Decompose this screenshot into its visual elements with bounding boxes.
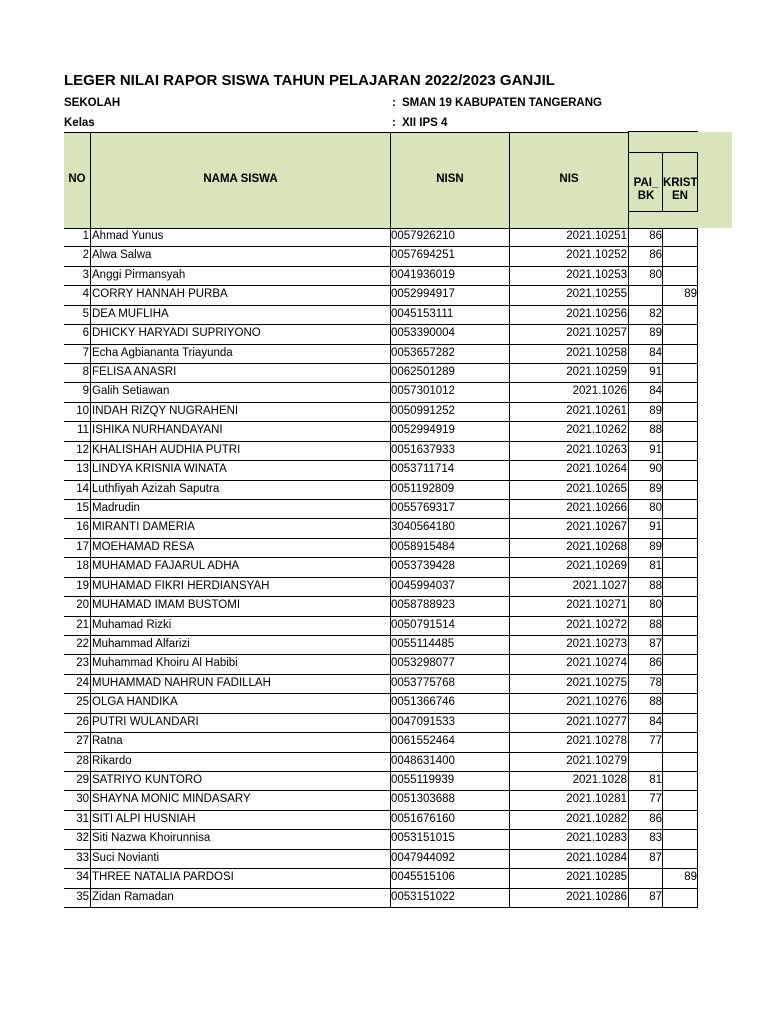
score-kristen bbox=[664, 324, 697, 343]
score-kristen bbox=[664, 635, 697, 654]
row-number: 7 bbox=[82, 346, 89, 359]
table-row bbox=[64, 382, 698, 402]
student-nis: 2021.10281 bbox=[566, 793, 627, 806]
row-number: 4 bbox=[82, 288, 89, 301]
student-name: THREE NATALIA PARDOSI bbox=[92, 871, 234, 884]
student-nisn: 0053390004 bbox=[391, 327, 455, 340]
table-row bbox=[64, 266, 698, 286]
row-number: 33 bbox=[76, 851, 89, 864]
student-name: Alwa Salwa bbox=[92, 249, 152, 262]
score-pai-bk: 77 bbox=[649, 735, 662, 748]
row-number: 27 bbox=[76, 735, 89, 748]
table-row bbox=[64, 732, 698, 752]
table-row bbox=[64, 888, 698, 908]
student-nisn: 0050791514 bbox=[391, 618, 455, 631]
student-name: SATRIYO KUNTORO bbox=[92, 774, 203, 787]
score-pai-bk: 89 bbox=[649, 482, 662, 495]
student-nis: 2021.10277 bbox=[566, 715, 627, 728]
student-name: KHALISHAH AUDHIA PUTRI bbox=[92, 443, 241, 456]
student-nisn: 0061552464 bbox=[391, 735, 455, 748]
score-pai-bk: 88 bbox=[649, 424, 662, 437]
student-nisn: 0045153111 bbox=[391, 307, 454, 320]
table-row bbox=[64, 285, 698, 305]
score-kristen bbox=[664, 499, 697, 518]
row-number: 12 bbox=[76, 443, 89, 456]
student-name: MIRANTI DAMERIA bbox=[92, 521, 195, 534]
header-nis: NIS bbox=[559, 173, 579, 185]
score-kristen bbox=[664, 654, 697, 673]
row-number: 11 bbox=[77, 424, 89, 437]
student-name: Zidan Ramadan bbox=[92, 890, 174, 903]
score-kristen: 89 bbox=[684, 288, 697, 301]
table-row bbox=[64, 829, 698, 849]
score-pai-bk: 84 bbox=[649, 346, 662, 359]
table-row bbox=[64, 538, 698, 558]
school-value: SMAN 19 KABUPATEN TANGERANG bbox=[402, 97, 602, 109]
row-number: 28 bbox=[76, 754, 89, 767]
student-nis: 2021.10253 bbox=[566, 268, 627, 281]
student-nisn: 0045515106 bbox=[391, 871, 455, 884]
row-number: 30 bbox=[76, 793, 89, 806]
student-name: Rikardo bbox=[92, 754, 132, 767]
score-kristen bbox=[664, 382, 697, 401]
student-nisn: 0055769317 bbox=[391, 502, 455, 515]
student-nisn: 0055119939 bbox=[391, 774, 455, 787]
student-nis: 2021.1028 bbox=[572, 774, 627, 787]
student-nisn: 0058915484 bbox=[391, 540, 455, 553]
student-name: MUHAMMAD NAHRUN FADILLAH bbox=[92, 676, 271, 689]
score-pai-bk: 86 bbox=[649, 657, 662, 670]
score-kristen bbox=[664, 771, 697, 790]
score-pai-bk: 87 bbox=[649, 890, 662, 903]
school-label: SEKOLAH bbox=[64, 97, 121, 109]
score-kristen bbox=[664, 227, 697, 246]
class-colon: : bbox=[392, 117, 396, 129]
student-nis: 2021.10251 bbox=[566, 230, 627, 242]
score-kristen bbox=[664, 693, 697, 712]
student-nisn: 0053775768 bbox=[391, 676, 455, 689]
student-nisn: 3040564180 bbox=[391, 521, 455, 534]
score-pai-bk: 91 bbox=[649, 443, 662, 456]
student-name: Suci Novianti bbox=[92, 851, 160, 864]
student-nis: 2021.10282 bbox=[566, 812, 627, 825]
student-nis: 2021.10283 bbox=[566, 832, 627, 845]
row-number: 32 bbox=[76, 832, 89, 845]
student-nisn: 0051637933 bbox=[391, 443, 455, 456]
row-number: 18 bbox=[76, 560, 89, 573]
score-kristen bbox=[664, 305, 697, 324]
student-nisn: 0053298077 bbox=[391, 657, 455, 670]
row-number: 19 bbox=[76, 579, 89, 592]
student-nis: 2021.10273 bbox=[566, 638, 627, 651]
row-number: 10 bbox=[76, 404, 89, 417]
student-name: Ahmad Yunus bbox=[92, 230, 164, 242]
row-number: 14 bbox=[76, 482, 89, 495]
student-name: INDAH RIZQY NUGRAHENI bbox=[92, 404, 239, 417]
student-nisn: 0057926210 bbox=[391, 230, 455, 242]
student-nis: 2021.10274 bbox=[566, 657, 627, 670]
score-pai-bk: 81 bbox=[649, 560, 662, 573]
table-row bbox=[64, 363, 698, 383]
score-kristen bbox=[664, 557, 697, 576]
score-kristen bbox=[664, 266, 697, 285]
table-row bbox=[64, 324, 698, 344]
table-row bbox=[64, 480, 698, 500]
student-nis: 2021.10267 bbox=[566, 521, 627, 534]
header-kristen-line1: KRIST bbox=[663, 177, 698, 189]
row-number: 5 bbox=[82, 307, 89, 320]
score-pai-bk bbox=[628, 285, 662, 304]
header-no: NO bbox=[68, 173, 86, 185]
student-nis: 2021.10272 bbox=[566, 618, 627, 631]
score-pai-bk: 80 bbox=[649, 268, 662, 281]
row-number: 13 bbox=[76, 463, 89, 476]
score-pai-bk: 83 bbox=[649, 832, 662, 845]
table-row bbox=[64, 227, 698, 247]
row-number: 1 bbox=[82, 230, 89, 242]
score-kristen bbox=[664, 732, 697, 751]
score-kristen bbox=[664, 460, 697, 479]
student-name: Galih Setiawan bbox=[92, 385, 170, 398]
row-number: 15 bbox=[76, 502, 89, 515]
score-kristen bbox=[664, 596, 697, 615]
score-pai-bk: 87 bbox=[649, 851, 662, 864]
score-pai-bk bbox=[628, 752, 662, 771]
table-row bbox=[64, 693, 698, 713]
student-name: LINDYA KRISNIA WINATA bbox=[92, 463, 227, 476]
student-name: Anggi Pirmansyah bbox=[92, 268, 186, 281]
student-nis: 2021.10265 bbox=[566, 482, 627, 495]
table-row bbox=[64, 518, 698, 538]
row-number: 29 bbox=[76, 774, 89, 787]
table-row bbox=[64, 752, 698, 772]
table-row bbox=[64, 305, 698, 325]
row-number: 17 bbox=[76, 540, 89, 553]
row-number: 35 bbox=[76, 890, 89, 903]
class-label: Kelas bbox=[64, 117, 95, 129]
score-kristen: 89 bbox=[684, 871, 697, 884]
table-row bbox=[64, 616, 698, 636]
row-number: 23 bbox=[76, 657, 89, 670]
page-title: LEGER NILAI RAPOR SISWA TAHUN PELAJARAN 2022/2023 GANJIL bbox=[64, 72, 555, 89]
score-pai-bk: 87 bbox=[649, 638, 662, 651]
row-number: 9 bbox=[82, 385, 89, 398]
table-row bbox=[64, 849, 698, 869]
student-nis: 2021.10275 bbox=[566, 676, 627, 689]
student-nis: 2021.10264 bbox=[566, 463, 627, 476]
student-name: DEA MUFLIHA bbox=[92, 307, 169, 320]
table-row bbox=[64, 441, 698, 461]
header-pai-line1: PAI_ bbox=[633, 177, 659, 189]
student-nis: 2021.1026 bbox=[572, 385, 627, 398]
header-pai-bk bbox=[629, 177, 663, 203]
score-pai-bk: 80 bbox=[649, 502, 662, 515]
table-row bbox=[64, 402, 698, 422]
student-nisn: 0062501289 bbox=[391, 366, 455, 378]
row-number: 6 bbox=[82, 327, 89, 340]
student-nisn: 0045994037 bbox=[391, 579, 455, 592]
table-row bbox=[64, 674, 698, 694]
student-name: Muhamad Rizki bbox=[92, 618, 172, 631]
student-nis: 2021.10269 bbox=[566, 560, 627, 573]
student-name: Muhammad Alfarizi bbox=[92, 638, 190, 651]
header-kristen-line2: EN bbox=[672, 190, 688, 202]
student-nisn: 0051192809 bbox=[391, 482, 455, 495]
table-row bbox=[64, 713, 698, 733]
student-name: Ratna bbox=[92, 735, 123, 748]
student-nis: 2021.10278 bbox=[566, 735, 627, 748]
student-name: DHICKY HARYADI SUPRIYONO bbox=[92, 327, 261, 340]
student-nis: 2021.10263 bbox=[566, 443, 627, 456]
table-row bbox=[64, 246, 698, 266]
score-kristen bbox=[664, 344, 697, 363]
student-name: Madrudin bbox=[92, 502, 140, 515]
student-nis: 2021.10279 bbox=[566, 754, 627, 767]
student-nisn: 0050991252 bbox=[391, 404, 455, 417]
table-row bbox=[64, 654, 698, 674]
student-name: PUTRI WULANDARI bbox=[92, 715, 199, 728]
student-nis: 2021.10262 bbox=[566, 424, 627, 437]
score-pai-bk: 78 bbox=[649, 676, 662, 689]
row-number: 24 bbox=[76, 676, 89, 689]
student-nisn: 0051676160 bbox=[391, 812, 455, 825]
student-nisn: 0053657282 bbox=[391, 346, 455, 359]
score-kristen bbox=[664, 713, 697, 732]
score-kristen bbox=[664, 849, 697, 868]
student-nisn: 0057694251 bbox=[391, 249, 455, 262]
row-number: 20 bbox=[76, 599, 89, 612]
student-name: ISHIKA NURHANDAYANI bbox=[92, 424, 223, 437]
header-name: NAMA SISWA bbox=[203, 173, 278, 185]
score-pai-bk: 84 bbox=[649, 715, 662, 728]
student-nis: 2021.10259 bbox=[566, 366, 627, 378]
student-nis: 2021.10258 bbox=[566, 346, 627, 359]
student-nisn: 0041936019 bbox=[391, 268, 455, 281]
student-name: MUHAMAD IMAM BUSTOMI bbox=[92, 599, 241, 612]
student-nis: 2021.10266 bbox=[566, 502, 627, 515]
score-kristen bbox=[664, 402, 697, 421]
table-row bbox=[64, 635, 698, 655]
header-kristen bbox=[663, 177, 697, 203]
row-number: 2 bbox=[82, 249, 89, 262]
student-nisn: 0053151015 bbox=[391, 832, 455, 845]
student-nisn: 0048631400 bbox=[391, 754, 455, 767]
student-nisn: 0053711714 bbox=[391, 463, 455, 476]
table-row bbox=[64, 790, 698, 810]
row-number: 26 bbox=[76, 715, 89, 728]
score-kristen bbox=[664, 363, 697, 382]
student-nis: 2021.10286 bbox=[566, 890, 627, 903]
student-nisn: 0051366746 bbox=[391, 696, 455, 709]
student-name: CORRY HANNAH PURBA bbox=[92, 288, 228, 301]
student-nis: 2021.10261 bbox=[566, 404, 627, 417]
student-name: Siti Nazwa Khoirunnisa bbox=[92, 832, 211, 845]
score-kristen bbox=[664, 790, 697, 809]
student-name: Echa Agbiananta Triayunda bbox=[92, 346, 233, 359]
score-pai-bk: 89 bbox=[649, 540, 662, 553]
score-kristen bbox=[664, 518, 697, 537]
student-name: FELISA ANASRI bbox=[92, 366, 177, 378]
student-nisn: 0053739428 bbox=[391, 560, 455, 573]
header-nisn: NISN bbox=[436, 173, 464, 185]
student-nis: 2021.10276 bbox=[566, 696, 627, 709]
table-row bbox=[64, 421, 698, 441]
row-number: 22 bbox=[76, 638, 89, 651]
row-number: 8 bbox=[82, 366, 89, 378]
score-kristen bbox=[664, 829, 697, 848]
score-kristen bbox=[664, 616, 697, 635]
score-kristen bbox=[664, 888, 697, 907]
student-nis: 2021.10256 bbox=[566, 307, 627, 320]
student-name: SHAYNA MONIC MINDASARY bbox=[92, 793, 251, 806]
student-name: OLGA HANDIKA bbox=[92, 696, 178, 709]
student-name: MUHAMAD FIKRI HERDIANSYAH bbox=[92, 579, 270, 592]
table-row bbox=[64, 557, 698, 577]
student-nisn: 0047091533 bbox=[391, 715, 455, 728]
student-nisn: 0053151022 bbox=[391, 890, 455, 903]
score-pai-bk: 80 bbox=[649, 599, 662, 612]
student-nisn: 0052994917 bbox=[391, 288, 455, 301]
student-name: MUHAMAD FAJARUL ADHA bbox=[92, 560, 240, 573]
score-kristen bbox=[664, 538, 697, 557]
class-value: XII IPS 4 bbox=[402, 117, 448, 129]
score-pai-bk: 81 bbox=[649, 774, 662, 787]
score-pai-bk: 82 bbox=[649, 307, 662, 320]
score-pai-bk: 89 bbox=[649, 404, 662, 417]
score-pai-bk: 84 bbox=[649, 385, 662, 398]
score-pai-bk: 91 bbox=[649, 366, 662, 378]
student-nis: 2021.10252 bbox=[566, 249, 627, 262]
score-pai-bk: 88 bbox=[649, 618, 662, 631]
student-nisn: 0052994919 bbox=[391, 424, 455, 437]
student-name: Luthfiyah Azizah Saputra bbox=[92, 482, 220, 495]
score-kristen bbox=[664, 810, 697, 829]
student-nis: 2021.10257 bbox=[566, 327, 627, 340]
score-kristen bbox=[664, 577, 697, 596]
score-kristen bbox=[664, 674, 697, 693]
score-kristen bbox=[664, 441, 697, 460]
score-pai-bk: 86 bbox=[649, 812, 662, 825]
score-pai-bk: 88 bbox=[649, 696, 662, 709]
student-name: Muhammad Khoiru Al Habibi bbox=[92, 657, 238, 670]
row-number: 16 bbox=[76, 521, 89, 534]
student-name: MOEHAMAD RESA bbox=[92, 540, 195, 553]
score-pai-bk: 90 bbox=[649, 463, 662, 476]
score-pai-bk: 77 bbox=[649, 793, 662, 806]
row-number: 21 bbox=[76, 618, 89, 631]
student-nisn: 0047944092 bbox=[391, 851, 455, 864]
row-number: 3 bbox=[82, 268, 89, 281]
score-pai-bk: 88 bbox=[649, 579, 662, 592]
table-row bbox=[64, 810, 698, 830]
score-kristen bbox=[664, 246, 697, 265]
table-row bbox=[64, 868, 698, 888]
student-nis: 2021.10268 bbox=[566, 540, 627, 553]
student-nisn: 0058788923 bbox=[391, 599, 455, 612]
table-row bbox=[64, 596, 698, 616]
student-nis: 2021.10285 bbox=[566, 871, 627, 884]
student-nis: 2021.1027 bbox=[572, 579, 627, 592]
row-number: 31 bbox=[76, 812, 89, 825]
score-kristen bbox=[664, 752, 697, 771]
table-row bbox=[64, 460, 698, 480]
table-row bbox=[64, 499, 698, 519]
school-colon: : bbox=[392, 97, 396, 109]
table-row bbox=[64, 771, 698, 791]
score-pai-bk: 91 bbox=[649, 521, 662, 534]
student-nis: 2021.10284 bbox=[566, 851, 627, 864]
row-number: 34 bbox=[76, 871, 89, 884]
score-pai-bk: 89 bbox=[649, 327, 662, 340]
student-nisn: 0051303688 bbox=[391, 793, 455, 806]
student-nisn: 0057301012 bbox=[391, 385, 455, 398]
score-kristen bbox=[664, 480, 697, 499]
header-pai-line2: BK bbox=[637, 190, 655, 202]
score-pai-bk: 86 bbox=[649, 230, 662, 242]
student-nis: 2021.10271 bbox=[566, 599, 627, 612]
student-nisn: 0055114485 bbox=[391, 638, 455, 651]
table-row bbox=[64, 344, 698, 364]
student-nis: 2021.10255 bbox=[566, 288, 627, 301]
score-pai-bk bbox=[628, 868, 662, 887]
row-number: 25 bbox=[76, 696, 89, 709]
score-pai-bk: 86 bbox=[649, 249, 662, 262]
student-name: SITI ALPI HUSNIAH bbox=[92, 812, 196, 825]
score-kristen bbox=[664, 421, 697, 440]
table-row bbox=[64, 577, 698, 597]
